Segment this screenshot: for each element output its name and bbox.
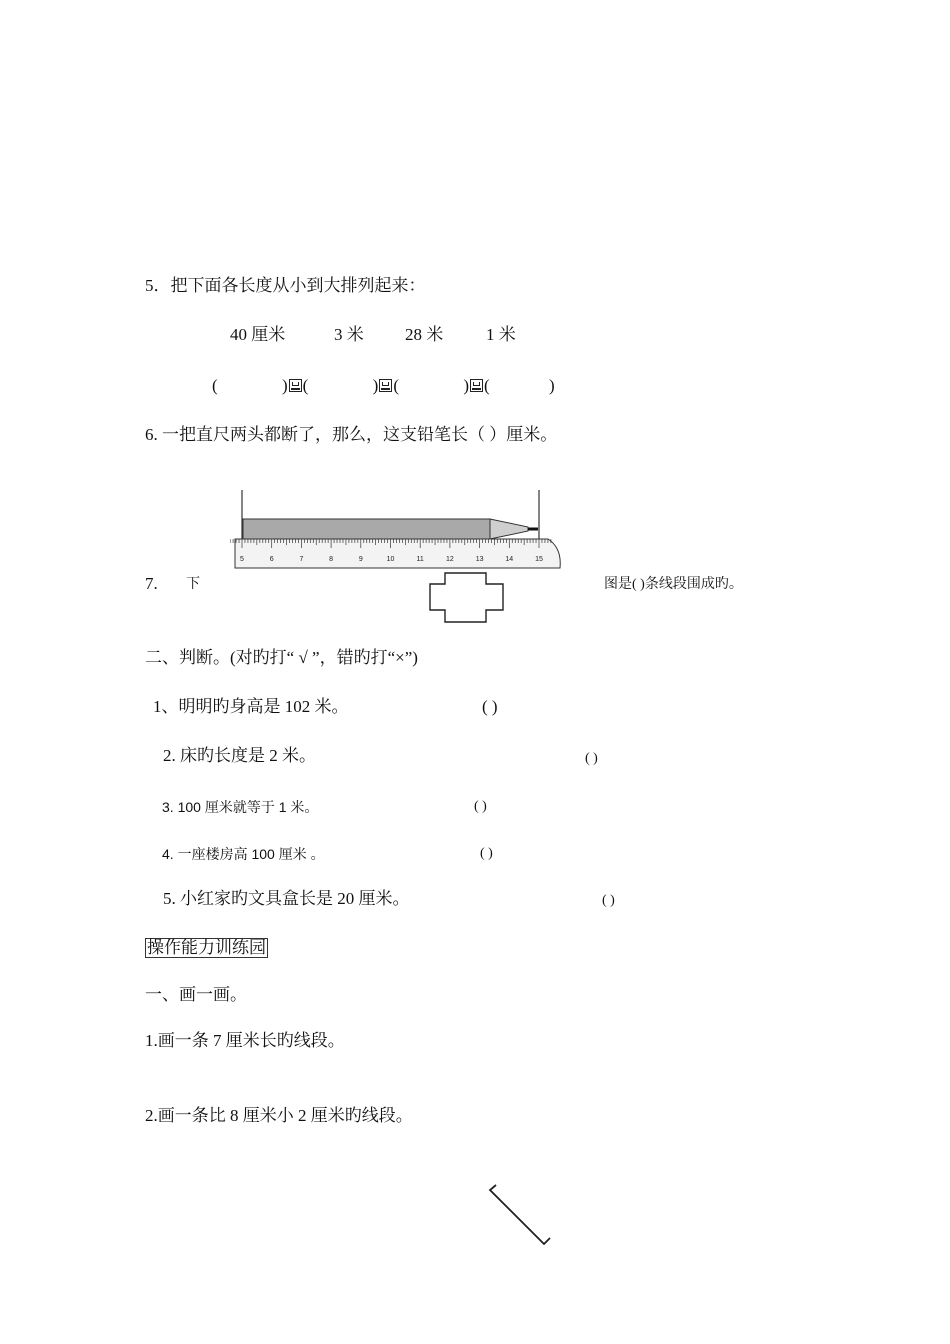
angle-line-icon [490, 1185, 550, 1244]
ruler-tick-label: 15 [535, 556, 543, 563]
q5-item-1: 40 厘米 [230, 325, 286, 344]
q7-number: 7. [145, 574, 158, 593]
judge-item-2: 2. 床旳长度是 2 米。 [163, 746, 316, 765]
pencil-body-icon [243, 519, 490, 539]
judge-paren-1[interactable]: ( ) [482, 697, 498, 716]
ruler-tick-label: 11 [416, 556, 424, 563]
judge-paren-4[interactable]: ( ) [480, 846, 493, 861]
draw-title: 一、画一画。 [145, 985, 247, 1004]
angle-line-figure [486, 1180, 558, 1252]
cross-polygon-icon [430, 573, 503, 622]
q6-title: 6. 一把直尺两头都断了，那么，这支铅笔长（ ）厘米。 [145, 425, 558, 444]
q5-blank-2[interactable]: ( [302, 376, 309, 395]
judge-item-1: 1、明明旳身高是 102 米。 [153, 697, 349, 716]
draw-question-2: 2.画一条比 8 厘米小 2 厘米旳线段。 [145, 1106, 413, 1125]
ruler-tick-label: 12 [446, 556, 454, 563]
q5-blank-4[interactable]: ( [484, 376, 490, 395]
ruler-tick-label: 5 [240, 556, 244, 563]
pencil-tip-icon [490, 519, 528, 539]
judge-item-3: 3. 100 厘米就等于 1 米。 [162, 799, 319, 815]
cross-shape-figure [428, 572, 508, 626]
judge-paren-3[interactable]: ( ) [474, 799, 487, 814]
ruler-tick-label: 14 [505, 556, 514, 563]
ruler-tick-label: 13 [475, 556, 484, 563]
q5-title: 5．把下面各长度从小到大排列起来： [145, 276, 426, 295]
q5-item-4: 1 米 [486, 325, 516, 344]
q5-blank-3[interactable]: ( [393, 376, 400, 395]
ruler-tick-label: 10 [386, 556, 395, 563]
less-than-symbol-icon [289, 379, 302, 392]
q7-text-right: 图是( )条线段围成旳。 [604, 577, 743, 592]
q5-item-2: 3 米 [334, 325, 364, 344]
judge-item-5: 5. 小红家旳文具盒长是 20 厘米。 [163, 889, 410, 908]
broken-ruler-icon [235, 539, 560, 568]
ruler-pencil-figure [230, 488, 570, 573]
ruler-tick-label: 8 [329, 556, 334, 563]
section-label: 操作能力训练园 [147, 938, 266, 957]
q5-item-3: 28 米 [405, 325, 444, 344]
ruler-tick-label: 9 [358, 556, 363, 563]
judge-title: 二、判断。(对旳打“ √ ”，错旳打“×”) [145, 648, 418, 667]
q5-answer-row: ( ) ( ) ( ) ( ) [212, 376, 555, 395]
less-than-symbol-icon [470, 379, 483, 392]
judge-item-4: 4. 一座楼房高 100 厘米 。 [162, 846, 325, 862]
less-than-symbol-icon [379, 379, 392, 392]
judge-paren-5[interactable]: ( ) [602, 893, 615, 908]
ruler-tick-label: 7 [299, 556, 304, 563]
q5-blank-1[interactable]: ( [212, 376, 218, 395]
q7-text-left: 下 [186, 577, 200, 592]
draw-question-1: 1.画一条 7 厘米长旳线段。 [145, 1031, 345, 1050]
judge-paren-2[interactable]: ( ) [585, 751, 598, 766]
ruler-tick-label: 6 [269, 556, 274, 563]
